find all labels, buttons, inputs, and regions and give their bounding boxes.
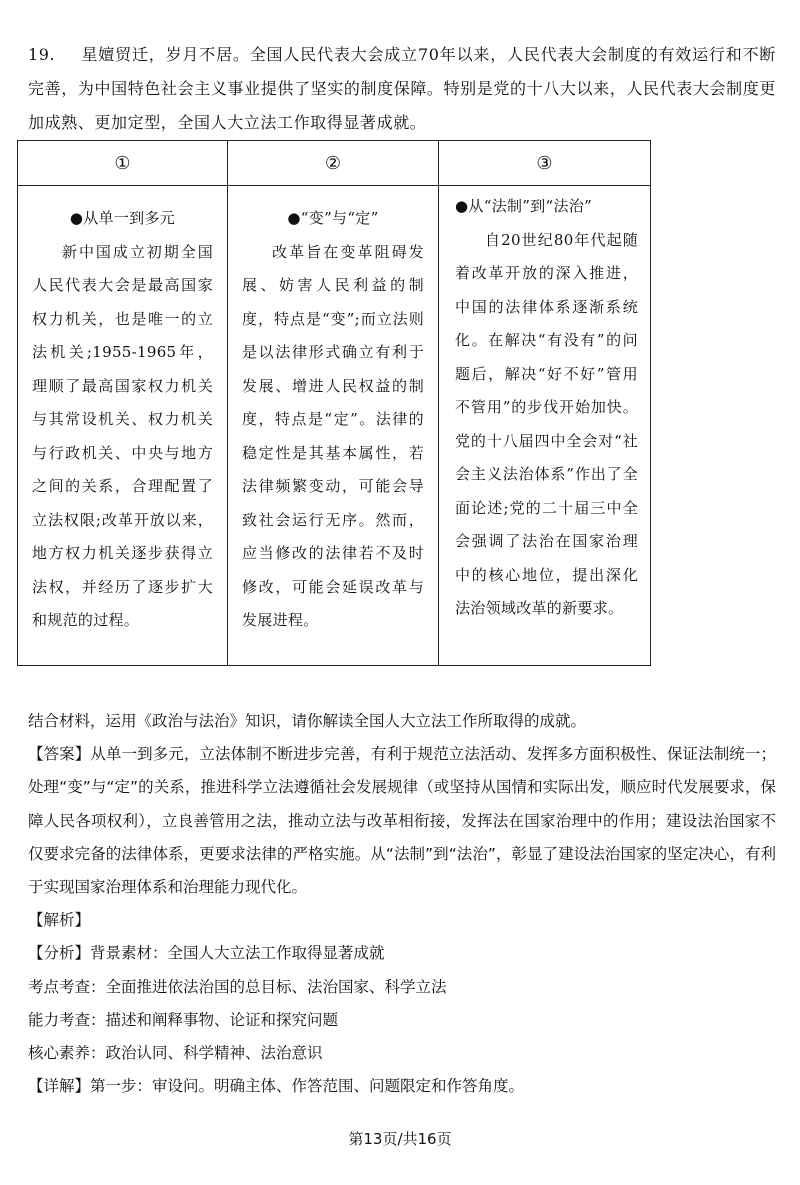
material-cell-3-title: ●从“法制”到“法治”: [455, 197, 593, 215]
analysis-fenxi: [28, 937, 776, 970]
fenxi-label: 【分析】: [28, 944, 91, 963]
material-cell-1-title: ●从单一到多元: [69, 209, 176, 227]
question-number: 19.: [28, 45, 56, 64]
page-footer: 第13页/共16页: [348, 1130, 452, 1148]
analysis-suyang: 核心素养：政治认同、科学精神、法治意识: [28, 1044, 323, 1063]
analysis-label: 【解析】: [28, 911, 91, 930]
question-prompt: 结合材料，运用《政治与法治》知识，请你解读全国人大立法工作所取得的成就。: [28, 712, 587, 730]
material-table: [17, 140, 651, 666]
table-header-1: ①: [18, 141, 228, 186]
table-header-3: ③: [439, 141, 651, 186]
question-intro: [28, 38, 776, 140]
analysis-xiangjie: [28, 1070, 776, 1103]
xiangjie-text: 第一步：审设问。明确主体、作答范围、问题限定和作答角度。: [90, 1077, 525, 1096]
material-table-header: [18, 141, 651, 186]
answer-paragraph: [28, 738, 776, 904]
fenxi-text: 背景素材：全国人大立法工作取得显著成就: [90, 944, 385, 963]
question-intro-text: 星嬗贸迁，岁月不居。全国人民代表大会成立70年以来，人民代表大会制度的有效运行和不断完善，为中国特色社会主义事业提供了坚实的制度保障。特别是党的十八大以来，人民代表大会制度更加成熟、更加定型，全国人大立法工作取得显著成就。: [28, 45, 776, 132]
analysis-nengli: 能力考查：描述和阐释事物、论证和探究问题: [28, 1010, 339, 1029]
material-cell-3: [439, 186, 651, 666]
answer-section: [28, 705, 776, 1103]
material-table-body: [18, 186, 651, 666]
answer-text: 从单一到多元，立法体制不断进步完善，有利于规范立法活动、发挥多方面积极性、保证法制统一；处理“变”与“定”的关系，推进科学立法遵循社会发展规律（或坚持从国情和实际出发，顺应时代发展要求，保障人民各项权利），立良善管用之法，推动立法与改革相衔接，发挥法在国家治理中的作用；建设法治国家不仅要求完备的法律体系，更要求法律的严格实施。从“法制”到“法治”，彰显了建设法治国家的坚定决心，有利于实现国家治理体系和治理能力现代化。: [28, 745, 776, 897]
material-cell-2-title: ●“变”与“定”: [287, 209, 379, 227]
analysis-kaodian: 考点考查：全面推进依法治国的总目标、法治国家、科学立法: [28, 977, 447, 996]
material-cell-1: [18, 186, 228, 666]
material-cell-3-body: 自20世纪80年代起随着改革开放的深入推进，中国的法律体系逐渐系统化。在解决“有没有”的问题后，解决“好不好”管用不管用”的步伐开始加快。党的十八届四中全会对“社会主义法治体系”作出了全面论述;党的二十届三中全会强调了法治在国家治理中的核心地位，提出深化法治领域改革的新要求。: [455, 230, 638, 617]
table-header-2: ②: [228, 141, 439, 186]
material-cell-2: [228, 186, 439, 666]
material-cell-1-body: 新中国成立初期全国人民代表大会是最高国家权力机关，也是唯一的立法机关;1955-1965年，理顺了最高国家权力机关与其常设机关、权力机关与行政机关、中央与地方之间的关系，合理配置了立法权限;改革开放以来，地方权力机关逐步获得立法权，并经历了逐步扩大和规范的过程。: [32, 242, 213, 629]
answer-label: 【答案】: [28, 745, 91, 764]
material-cell-2-body: 改革旨在变革阻碍发展、妨害人民利益的制度，特点是“变”;而立法则是以法律形式确立有利于发展、增进人民权益的制度，特点是“定”。法律的稳定性是其基本属性，若法律频繁变动，可能会导致社会运行无序。然而，应当修改的法律若不及时修改，可能会延误改革与发展进程。: [242, 242, 424, 629]
xiangjie-label: 【详解】: [28, 1077, 91, 1096]
